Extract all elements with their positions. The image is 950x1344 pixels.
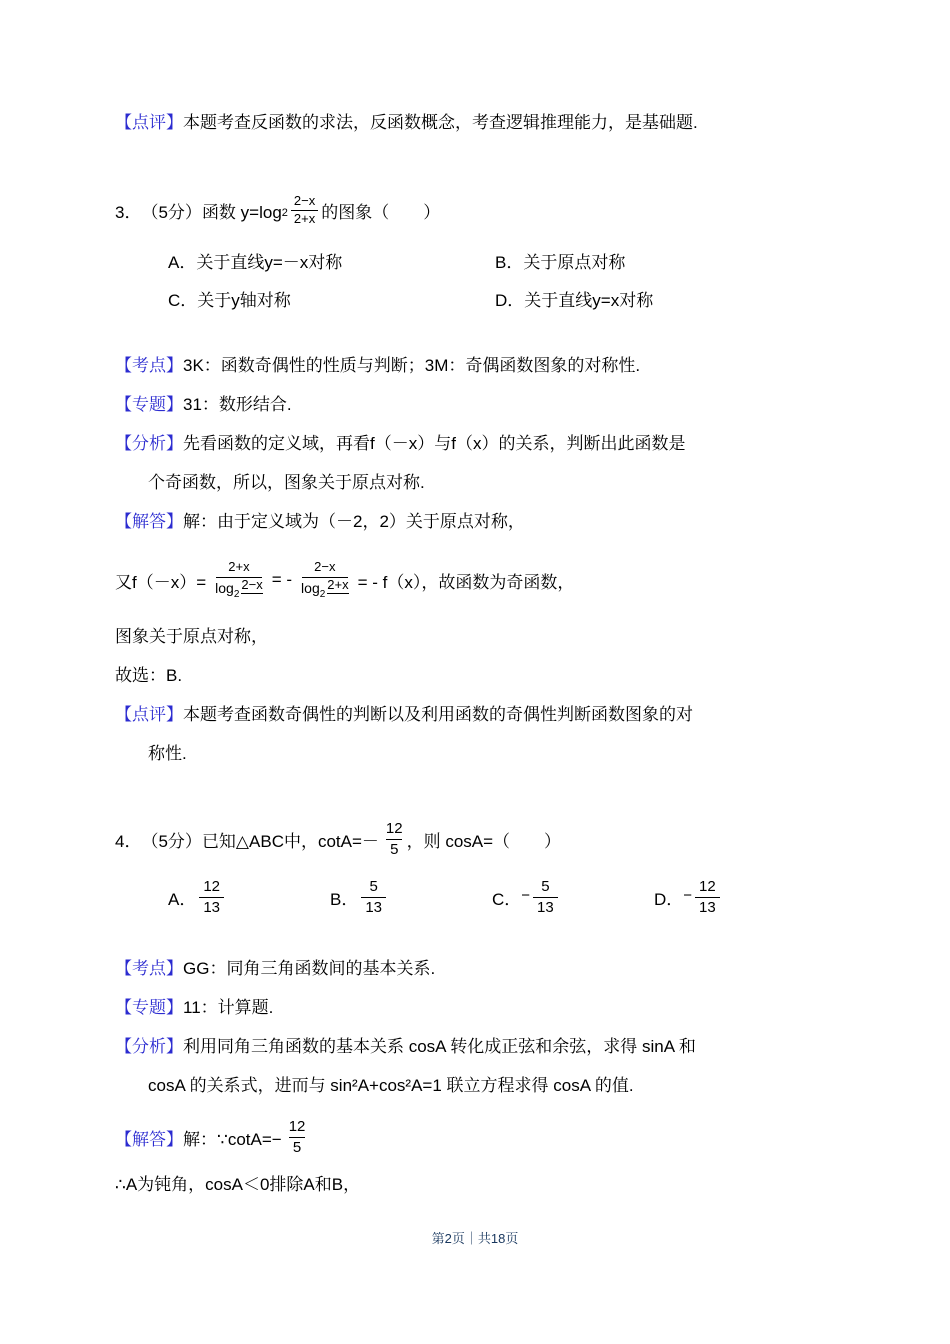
fenxi-label: 【分析】 (115, 434, 183, 453)
fraction-numerator: 12 (699, 877, 716, 895)
log-fraction-2-denominator (301, 578, 349, 601)
question-3-number: 3． (115, 202, 142, 222)
log-word: log (301, 579, 320, 596)
option-a (168, 246, 495, 280)
log-fraction-2-numerator: 2−x (302, 559, 347, 578)
log-base: 2 (319, 588, 326, 600)
question-4-score: （5分） (141, 831, 202, 851)
option-b-fraction (361, 878, 386, 917)
fraction (382, 820, 407, 859)
kaodian-label: 【考点】 (115, 356, 183, 375)
option-c (168, 284, 495, 318)
question-4-options-row (115, 873, 835, 921)
question-4-text-before: 已知△ABC中，cotA=－ (201, 831, 379, 851)
option-c-fraction (533, 878, 558, 917)
option-d-sign: − (683, 886, 693, 904)
question-3-stem (115, 186, 835, 234)
question-4-stem (115, 813, 835, 865)
fenxi-text-1: 先看函数的定义域，再看f（－x）与f（x）的关系，判断出此函数是 (183, 434, 686, 453)
jieda-text: 解：由于定义域为（－2，2）关于原点对称， (183, 512, 525, 531)
log-fraction-2-term: 2+x (327, 577, 349, 593)
question-4-text-after: ，则 cosA=（ ） (406, 831, 562, 851)
log-fraction-1-term: 2−x (241, 577, 263, 593)
q3-kaodian (115, 346, 835, 385)
option-a (168, 873, 330, 921)
q4-fenxi-line2 (115, 1066, 835, 1105)
option-c-key: C． (168, 291, 198, 310)
derivation-equals-1: = - (271, 570, 293, 589)
q3-fenxi-line1 (115, 424, 835, 463)
fraction-numerator: 5 (541, 877, 550, 895)
option-a-key: A． (168, 889, 197, 909)
log-base: 2 (281, 207, 288, 219)
q3-zhuanti (115, 385, 835, 424)
page-footer (0, 1228, 950, 1247)
option-b-key: B． (330, 889, 359, 909)
log-symbol (215, 580, 239, 601)
q3-dianping-line2 (115, 734, 835, 773)
q4-conclusion-text: ∴A为钝角，cosA＜0排除A和B， (115, 1175, 361, 1194)
option-b (495, 246, 822, 280)
derivation-prefix: 又f（－x）= (115, 572, 207, 592)
log-fraction-1-denominator (215, 578, 263, 601)
kaodian-text: GG：同角三角函数间的基本关系. (183, 959, 436, 978)
option-b-key: B． (495, 253, 524, 272)
option-b-text: 关于原点对称 (523, 253, 626, 272)
option-b (330, 873, 492, 921)
review-label: 【点评】 (115, 113, 183, 132)
fraction-denominator: 5 (289, 1137, 305, 1157)
q4-kaodian (115, 949, 835, 988)
kaodian-text: 3K：函数奇偶性的性质与判断；3M：奇偶函数图象的对称性. (183, 356, 641, 375)
option-c-key: C． (492, 889, 522, 909)
fraction-denominator: 13 (361, 897, 386, 917)
fraction-numerator: 12 (203, 877, 221, 895)
option-d-fraction (695, 878, 720, 917)
dianping-text-1: 本题考查函数奇偶性的判断以及利用函数的奇偶性判断函数图象的对 (183, 705, 693, 724)
q4-zhuanti (115, 988, 835, 1027)
question-3-score: （5分） (141, 202, 202, 222)
fenxi-label: 【分析】 (115, 1037, 183, 1056)
jieda-label: 【解答】 (115, 512, 183, 531)
fenxi-text-2: 个奇函数，所以，图象关于原点对称. (148, 473, 425, 492)
option-c-text: 关于y轴对称 (197, 291, 291, 310)
option-a-text: 关于直线y=－x对称 (196, 253, 343, 272)
log-fraction-1 (215, 559, 263, 600)
q3-derivation (115, 549, 835, 611)
fenxi-text-1: 利用同角三角函数的基本关系 cosA 转化成正弦和余弦，求得 sinA 和 (183, 1037, 696, 1056)
option-a-fraction (199, 878, 224, 917)
log-fraction-2 (301, 559, 349, 600)
fraction-denominator: 13 (199, 897, 224, 917)
q4-conclusion (115, 1165, 835, 1204)
derivation-suffix: = - f（x），故函数为奇函数， (357, 572, 575, 592)
log-symbol (301, 580, 325, 601)
question-3-text-before: 函数 y=log (201, 202, 282, 222)
jieda-fraction (285, 1118, 310, 1157)
log-fraction-1-numerator: 2+x (216, 559, 261, 578)
fraction-denominator: 2+x (291, 210, 318, 227)
prev-question-review (115, 103, 835, 142)
q3-dianping-line1 (115, 695, 835, 734)
fraction-numerator: 2−x (293, 192, 316, 208)
kaodian-label: 【考点】 (115, 959, 183, 978)
jieda-text: 解：∵cotA=− (183, 1129, 282, 1149)
option-a-key: A． (168, 253, 197, 272)
zhuanti-label: 【专题】 (115, 395, 183, 414)
option-d-key: D． (654, 889, 684, 909)
fraction-numerator: 5 (369, 877, 378, 895)
zhuanti-text: 31：数形结合. (183, 395, 292, 414)
q4-fenxi-line1 (115, 1027, 835, 1066)
zhuanti-label: 【专题】 (115, 998, 183, 1017)
dianping-text-2: 称性. (148, 744, 187, 763)
q3-conclusion-text: 图象关于原点对称， (115, 627, 268, 646)
question-3-text-after: 的图象（ ） (321, 202, 441, 222)
dianping-label: 【点评】 (115, 705, 183, 724)
q3-fenxi-line2 (115, 463, 835, 502)
log-word: log (215, 579, 234, 596)
question-3-options-row-1 (115, 246, 835, 280)
fraction-denominator: 5 (386, 839, 402, 859)
fraction (291, 194, 318, 227)
fraction-denominator: 13 (533, 897, 558, 917)
fraction-denominator: 13 (695, 897, 720, 917)
q3-jieda (115, 502, 835, 541)
fraction-numerator: 12 (385, 819, 403, 837)
log-base: 2 (233, 588, 240, 600)
fraction-numerator: 12 (288, 1117, 306, 1135)
question-4-number: 4． (115, 831, 142, 851)
option-d (654, 873, 816, 921)
option-d-key: D． (495, 291, 525, 310)
q3-answer-text: 故选：B. (115, 666, 183, 685)
question-3-options-row-2 (115, 284, 835, 318)
option-d-text: 关于直线y=x对称 (524, 291, 654, 310)
q3-conclusion (115, 617, 835, 656)
zhuanti-text: 11：计算题. (183, 998, 274, 1017)
fenxi-text-2: cosA 的关系式，进而与 sin²A+cos²A=1 联立方程求得 cosA 的值. (148, 1076, 634, 1095)
jieda-label: 【解答】 (115, 1129, 183, 1149)
option-d (495, 284, 822, 318)
review-text: 本题考查反函数的求法，反函数概念，考查逻辑推理能力，是基础题. (183, 113, 698, 132)
q4-jieda (115, 1111, 835, 1163)
option-c-sign: − (521, 886, 531, 904)
q3-answer (115, 656, 835, 695)
option-c (492, 873, 654, 921)
page-number: 第2页｜共18页 (431, 1231, 519, 1246)
